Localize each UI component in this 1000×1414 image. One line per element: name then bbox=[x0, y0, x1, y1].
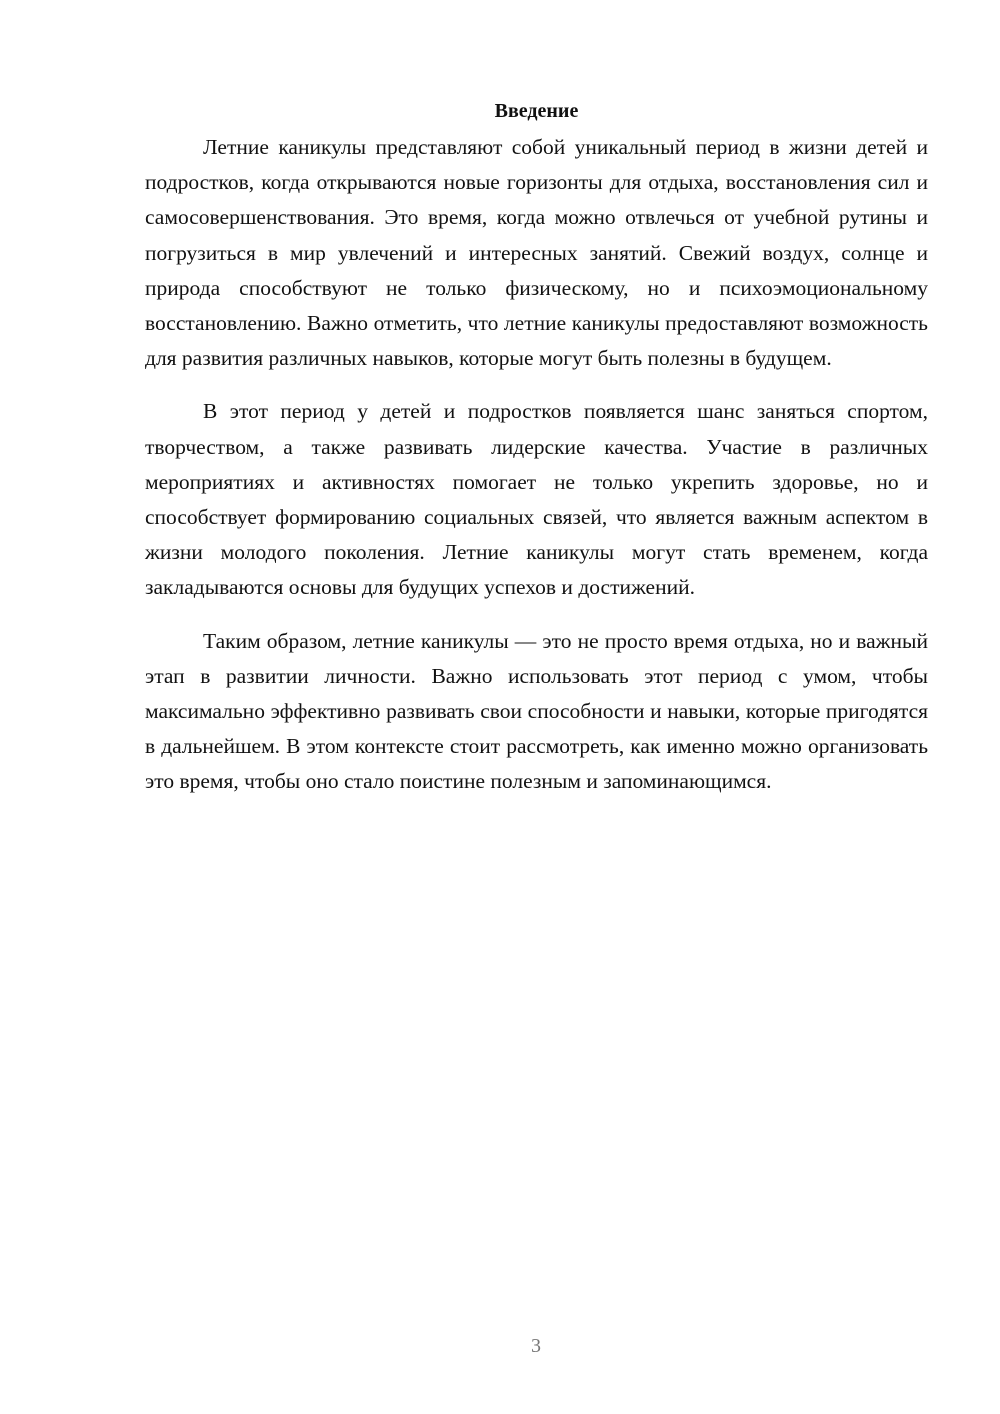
paragraph-3: Таким образом, летние каникулы — это не просто время отдыха, но и важный этап в развитии личности. Важно использовать этот период с умом, чтобы максимально эффективно развивать свои способности и навыки, которые пригодятся в дальнейшем. В этом контексте стоит рассмотреть, как именно можно организовать это время, чтобы оно стало поистине полезным и запоминающимся. bbox=[145, 628, 928, 794]
section-heading: Введение bbox=[494, 100, 579, 122]
paragraph-1: Летние каникулы представляют собой уникальный период в жизни детей и подростков, когда открываются новые горизонты для отдыха, восстановления сил и самосовершенствования. Это время, когда можно отвлечься от учебной рутины и погрузиться в мир увлечений и интересных занятий. Свежий воздух, солнце и природа способствуют не только физическому, но и психоэмоциональному восстановлению. Важно отметить, что летние каникулы предоставляют возможность для развития различных навыков, которые могут быть полезны в будущем. bbox=[145, 135, 928, 371]
paragraph-2: В этот период у детей и подростков появляется шанс заняться спортом, творчеством, а также развивать лидерские качества. Участие в различных мероприятиях и активностях помогает не только укрепить здоровье, но и способствует формированию социальных связей, что является важным аспектом в жизни молодого поколения. Летние каникулы могут стать временем, когда закладываются основы для будущих успехов и достижений. bbox=[145, 399, 928, 600]
page-number: 3 bbox=[531, 1335, 541, 1357]
page-content bbox=[145, 96, 928, 818]
